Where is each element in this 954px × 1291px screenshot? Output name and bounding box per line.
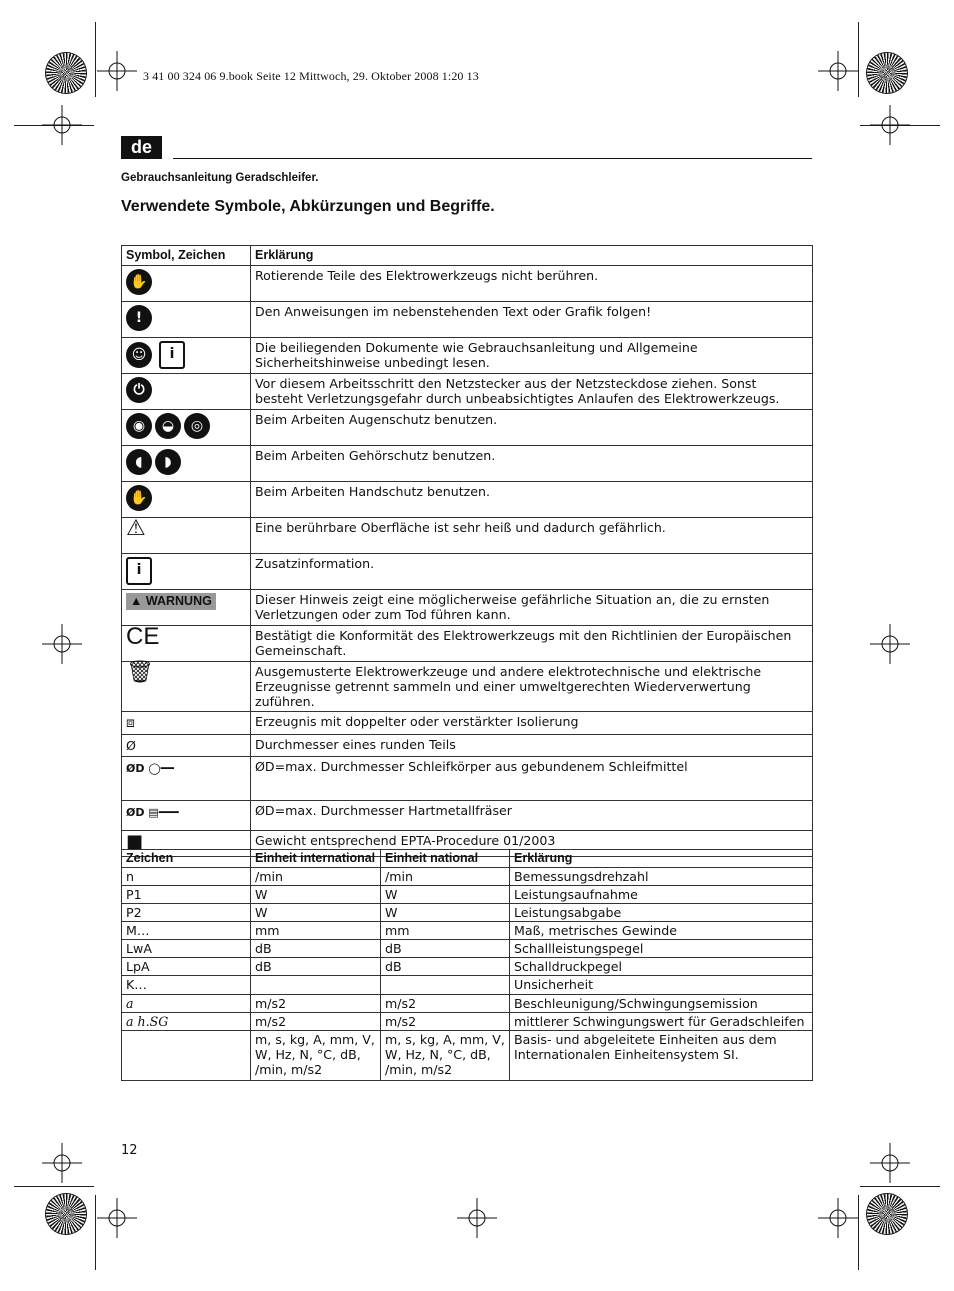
weight-icon: ■ (126, 831, 144, 852)
unit-explanation: Maß, metrisches Gewinde (510, 922, 813, 940)
unit-explanation: Basis- und abgeleitete Einheiten aus dem Internationalen Einheitensystem SI. (510, 1031, 813, 1081)
unit-national: m/s2 (381, 1013, 510, 1031)
unit-national: W (381, 886, 510, 904)
unit-national: /min (381, 868, 510, 886)
symbol-explanation: Vor diesem Arbeitsschritt den Netzstecker aus der Netzsteckdose ziehen. Sonst besteht Verletzungsgefahr durch unbeabsichtigtes Anlaufen des Elektrowerkzeugs. (251, 374, 813, 410)
unit-national: dB (381, 940, 510, 958)
symbol-explanation: Die beiliegenden Dokumente wie Gebrauchsanleitung und Allgemeine Sicherheitshinweise unbedingt lesen. (251, 338, 813, 374)
crossed-bin-icon: 🗑 (126, 660, 154, 685)
language-badge: de (121, 136, 162, 159)
unit-explanation: Schallleistungspegel (510, 940, 813, 958)
unit-international: /min (251, 868, 381, 886)
file-info: 3 41 00 324 06 9.book Seite 12 Mittwoch, 29. Oktober 2008 1:20 13 (143, 69, 479, 83)
unit-symbol: LpA (122, 958, 251, 976)
ce-mark-icon: CE (126, 623, 160, 650)
no-touch-rotating-icon: ✋ (126, 269, 152, 295)
table-row (122, 995, 813, 1013)
symbol-explanation: Gewicht entsprechend EPTA-Procedure 01/2003 (251, 831, 813, 857)
page-title: Verwendete Symbole, Abkürzungen und Begriffe. (121, 198, 495, 215)
warning-badge: ▲ WARNUNG (126, 593, 216, 610)
symbol-explanation: Beim Arbeiten Gehörschutz benutzen. (251, 446, 813, 482)
unit-international (251, 976, 381, 995)
unit-explanation: Unsicherheit (510, 976, 813, 995)
unit-national: m, s, kg, A, mm, V, W, Hz, N, °C, dB, /min, m/s2 (381, 1031, 510, 1081)
unit-international: W (251, 886, 381, 904)
table-header: Einheit international (251, 850, 381, 868)
symbol-explanation: ØD=max. Durchmesser Schleifkörper aus gebundenem Schleifmittel (251, 757, 813, 801)
table-row (122, 940, 813, 958)
table-row (122, 1031, 813, 1081)
unit-symbol: n (122, 868, 251, 886)
unit-symbol: K… (122, 976, 251, 995)
header-rule (173, 158, 812, 159)
table-row (122, 904, 813, 922)
unit-international: m/s2 (251, 995, 381, 1013)
symbol-explanation: Eine berührbare Oberfläche ist sehr heiß und dadurch gefährlich. (251, 518, 813, 554)
symbol-explanation: Erzeugnis mit doppelter oder verstärkter Isolierung (251, 712, 813, 735)
unit-international: m, s, kg, A, mm, V, W, Hz, N, °C, dB, /min, m/s2 (251, 1031, 381, 1081)
unit-national: W (381, 904, 510, 922)
table-row (122, 976, 813, 995)
table-header: Einheit national (381, 850, 510, 868)
document-subtitle: Gebrauchsanleitung Geradschleifer. (121, 172, 319, 184)
hot-surface-icon: ⚠ (126, 516, 146, 541)
eye-protection-icon: ◉ (126, 413, 152, 439)
symbols-table (121, 245, 813, 857)
unit-national: m/s2 (381, 995, 510, 1013)
read-manual-icon: ☺ (126, 342, 152, 368)
unit-international: mm (251, 922, 381, 940)
exclamation-icon: ! (126, 305, 152, 331)
symbol-explanation: Dieser Hinweis zeigt eine möglicherweise gefährliche Situation an, die zu ernsten Verletzungen oder zum Tod führen kann. (251, 590, 813, 626)
symbol-explanation: Durchmesser eines runden Teils (251, 735, 813, 757)
units-table (121, 849, 813, 1081)
unit-explanation: Leistungsabgabe (510, 904, 813, 922)
unit-symbol: P2 (122, 904, 251, 922)
unit-explanation: Schalldruckpegel (510, 958, 813, 976)
book-icon: i (159, 341, 185, 369)
info-icon: i (126, 557, 152, 585)
symbol-explanation: Bestätigt die Konformität des Elektrowerkzeugs mit den Richtlinien der Europäischen Gemeinschaft. (251, 626, 813, 662)
symbol-explanation: Rotierende Teile des Elektrowerkzeugs nicht berühren. (251, 266, 813, 302)
unit-explanation: Leistungsaufnahme (510, 886, 813, 904)
table-header: Erklärung (510, 850, 813, 868)
table-row (122, 1013, 813, 1031)
table-header: Symbol, Zeichen (122, 246, 251, 266)
goggles-icon: ◎ (184, 413, 210, 439)
unit-international: m/s2 (251, 1013, 381, 1031)
double-insulation-icon: ⧈ (126, 715, 135, 731)
unit-explanation: Beschleunigung/Schwingungsemission (510, 995, 813, 1013)
unit-symbol (122, 1031, 251, 1081)
table-row (122, 958, 813, 976)
table-row (122, 886, 813, 904)
unit-symbol: P1 (122, 886, 251, 904)
unit-explanation: Bemessungsdrehzahl (510, 868, 813, 886)
symbol-explanation: ØD=max. Durchmesser Hartmetallfräser (251, 801, 813, 831)
unit-symbol: LwA (122, 940, 251, 958)
unit-national (381, 976, 510, 995)
page-number: 12 (121, 1143, 138, 1158)
symbol-explanation: Zusatzinformation. (251, 554, 813, 590)
ear-protection-icon: ◖ (126, 449, 152, 475)
unplug-icon: ⏻ (126, 377, 152, 403)
table-header: Erklärung (251, 246, 813, 266)
diameter-symbol: Ø (122, 735, 251, 757)
unit-national: dB (381, 958, 510, 976)
table-row (122, 868, 813, 886)
unit-symbol: a (122, 995, 251, 1013)
unit-symbol: M… (122, 922, 251, 940)
unit-explanation: mittlerer Schwingungswert für Geradschleifen (510, 1013, 813, 1031)
symbol-explanation: Den Anweisungen im nebenstehenden Text oder Grafik folgen! (251, 302, 813, 338)
symbol-explanation: Ausgemusterte Elektrowerkzeuge und andere elektrotechnische und elektrische Erzeugnisse getrennt sammeln und einer umweltgerechten Wiederverwertung zuführen. (251, 662, 813, 712)
table-header: Zeichen (122, 850, 251, 868)
unit-symbol: a h.SG (122, 1013, 251, 1031)
hand-protection-icon: ✋ (126, 485, 152, 511)
table-row (122, 922, 813, 940)
unit-national: mm (381, 922, 510, 940)
unit-international: W (251, 904, 381, 922)
ear-muffs-icon: ◗ (155, 449, 181, 475)
symbol-explanation: Beim Arbeiten Handschutz benutzen. (251, 482, 813, 518)
carbide-cutter-icon: ØD ▤━━━ (126, 806, 179, 819)
unit-international: dB (251, 958, 381, 976)
grinding-point-icon: ØD ◯━━ (126, 762, 174, 775)
unit-international: dB (251, 940, 381, 958)
face-shield-icon: ◒ (155, 413, 181, 439)
symbol-explanation: Beim Arbeiten Augenschutz benutzen. (251, 410, 813, 446)
